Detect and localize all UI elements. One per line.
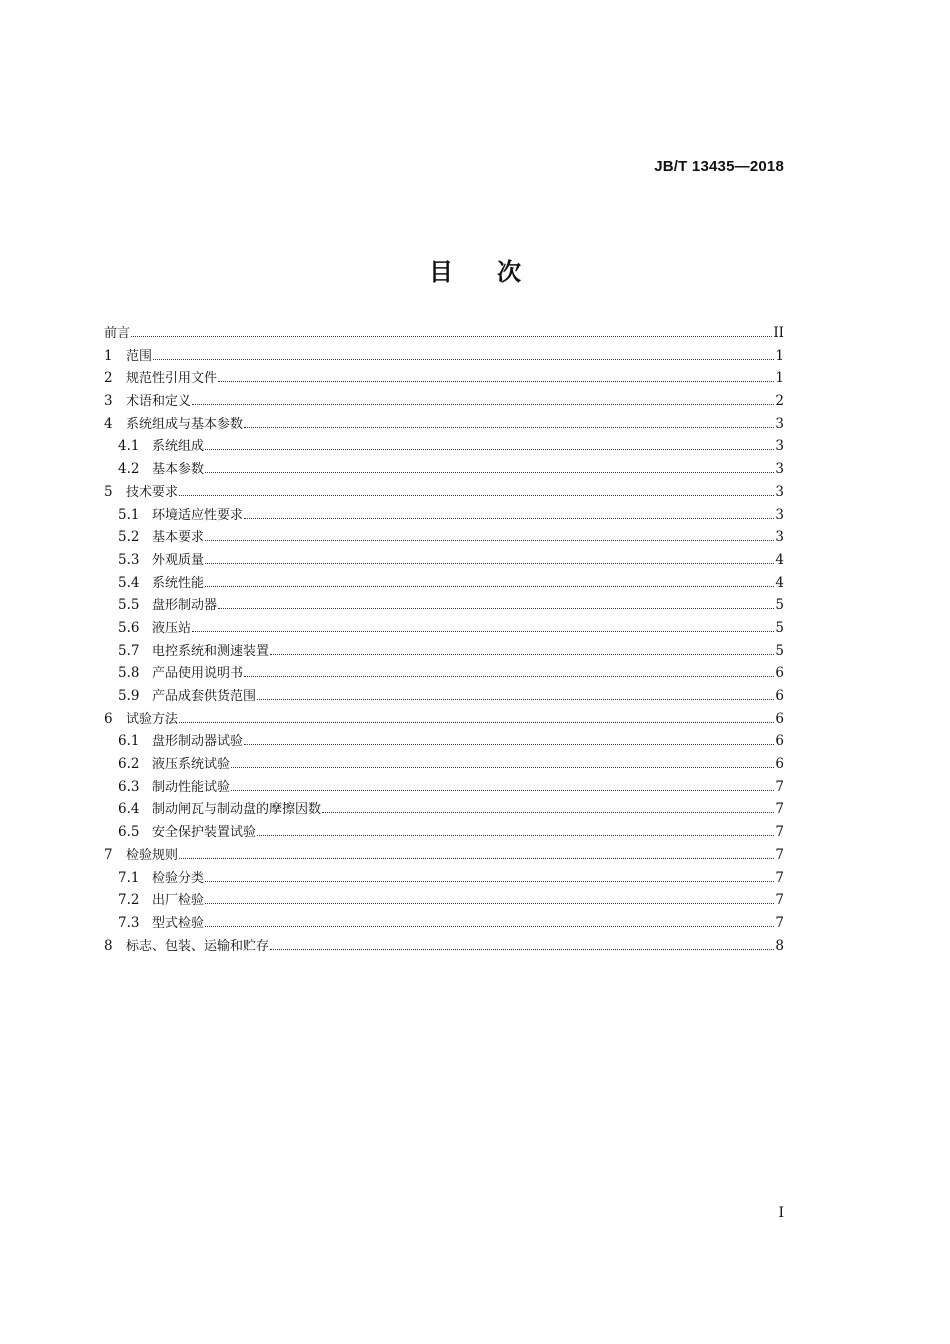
dot-leader [218,381,774,382]
toc-entry-number: 5 [104,483,113,500]
dot-leader [231,767,774,768]
toc-entry[interactable] [104,776,784,799]
dot-leader [205,926,774,927]
toc-entry[interactable] [104,413,784,436]
toc-entry[interactable] [104,617,784,640]
dot-leader [205,449,774,450]
toc-entry-number: 5.5 [118,597,140,614]
dot-leader [153,359,774,360]
toc-entry-title: 盘形制动器 [152,598,218,614]
toc-entry-number: 8 [104,937,113,954]
toc-entry-page: 7 [775,778,784,795]
toc-entry-page: 3 [775,415,784,432]
toc-entry[interactable] [104,345,784,368]
toc-entry-page: 5 [775,642,784,659]
dot-leader [244,676,774,677]
toc-entry-page: 3 [775,461,784,478]
toc-entry-number: 6 [104,710,113,727]
toc-entry[interactable] [104,549,784,572]
toc-entry-number: 7.3 [118,914,140,931]
toc-entry[interactable] [104,730,784,753]
toc-entry-number: 5.3 [118,551,140,568]
dot-leader [192,404,774,405]
dot-leader [231,790,774,791]
dot-leader [205,472,774,473]
toc-entry-number: 5.8 [118,665,140,682]
dot-leader [257,699,774,700]
toc-entry-page: 6 [775,710,784,727]
dot-leader [179,722,774,723]
dot-leader [270,654,774,655]
toc-entry-number: 3 [104,393,113,410]
toc-entry-number: 6.4 [118,801,140,818]
toc-entry-title: 产品成套供货范围 [152,689,257,704]
toc-entry-title: 制动性能试验 [152,779,231,795]
toc-entry-title: 系统性能 [152,575,205,591]
toc-entry[interactable] [104,821,784,844]
toc-entry-number: 5.1 [118,506,140,523]
dot-leader [205,881,774,882]
dot-leader [179,495,774,496]
toc-entry[interactable] [104,935,784,958]
toc-entry-page: 7 [775,846,784,863]
toc-entry-page: 6 [775,756,784,773]
dot-leader [131,336,772,337]
toc-entry[interactable] [104,572,784,595]
toc-entry-number: 5.4 [118,574,140,591]
toc-entry-title: 基本参数 [152,462,205,478]
toc-entry[interactable] [104,640,784,663]
toc-entry-title: 技术要求 [126,484,179,500]
dot-leader [244,427,774,428]
toc-entry-page: 6 [775,665,784,682]
toc-entry-page: 8 [775,937,784,954]
toc-entry-page: 4 [775,574,784,591]
toc-title [0,252,950,287]
toc-entry-title: 标志、包装、运输和贮存 [126,938,270,954]
toc-entry-title: 规范性引用文件 [126,371,218,387]
toc-entry-page: II [773,325,784,341]
toc-entry-page: 3 [775,529,784,546]
toc-entry-number: 5.6 [118,619,140,636]
toc-entry-page: 1 [775,347,784,364]
toc-entry-page: 7 [775,914,784,931]
toc-entry[interactable] [104,753,784,776]
dot-leader [205,563,774,564]
toc-entry-title: 基本要求 [152,530,205,546]
toc-entry-title: 盘形制动器试验 [152,734,244,750]
toc-entry-title: 系统组成与基本参数 [126,416,244,432]
dot-leader [205,586,774,587]
toc-entry-page: 5 [775,619,784,636]
toc-entry-number: 5.7 [118,642,140,659]
dot-leader [218,608,774,609]
toc-entry-title: 系统组成 [152,439,205,455]
toc-entry-title: 试验方法 [126,711,179,727]
dot-leader [322,812,774,813]
toc-entry[interactable] [104,844,784,867]
toc-entry[interactable] [104,504,784,527]
dot-leader [270,949,774,950]
dot-leader [205,540,774,541]
toc-entry-title: 液压系统试验 [152,757,231,773]
toc-entry-title: 液压站 [152,620,192,636]
toc-entry[interactable] [104,662,784,685]
toc-entry[interactable] [104,390,784,413]
toc-entry-number: 7 [104,846,113,863]
toc-entry[interactable] [104,458,784,481]
toc-title-char-1: 目 [429,258,453,286]
toc-entry-title: 术语和定义 [126,394,192,410]
toc-entry[interactable] [104,322,784,345]
toc-entry[interactable] [104,708,784,731]
toc-entry-title: 制动闸瓦与制动盘的摩擦因数 [152,802,322,818]
toc-entry[interactable] [104,685,784,708]
toc-entry-page: 3 [775,506,784,523]
toc-entry-title: 外观质量 [152,552,205,568]
toc-entry-page: 7 [775,892,784,909]
toc-entry-number: 5.2 [118,529,140,546]
toc-entry-page: 7 [775,824,784,841]
toc-entry[interactable] [104,526,784,549]
toc-entry-page: 6 [775,733,784,750]
toc-entry-title: 电控系统和测速装置 [152,643,270,659]
toc-entry-number: 2 [104,370,113,387]
dot-leader [257,835,774,836]
dot-leader [179,858,774,859]
toc-entry[interactable] [104,435,784,458]
toc-entry-page: 3 [775,438,784,455]
toc-entry-page: 7 [775,801,784,818]
toc-entry-title: 环境适应性要求 [152,507,244,523]
toc-entry[interactable] [104,867,784,890]
toc-entry-title: 检验分类 [152,870,205,886]
toc-entry-page: 1 [775,370,784,387]
toc-entry-page: 2 [775,393,784,410]
standard-code: JB/T 13435—2018 [654,158,784,175]
toc-entry-number: 4.1 [118,438,140,455]
toc-entry-page: 6 [775,688,784,704]
dot-leader [205,903,774,904]
dot-leader [244,744,774,745]
toc-entry[interactable] [104,594,784,617]
toc-entry-title: 产品使用说明书 [152,666,244,682]
toc-entry-title: 安全保护装置试验 [152,825,257,841]
toc-entry-number: 7.2 [118,892,140,909]
dot-leader [192,631,774,632]
toc-entry-page: 4 [775,551,784,568]
toc-entry[interactable] [104,912,784,935]
toc-entry-page: 5 [775,597,784,614]
toc-entry-title: 检验规则 [126,847,179,863]
toc-entry-number: 6.3 [118,778,140,795]
toc-entry[interactable] [104,481,784,504]
toc-title-char-2: 次 [497,258,521,286]
toc-entry[interactable] [104,889,784,912]
toc-entry-title: 前言 [104,326,131,341]
toc-entry-number: 4 [104,415,113,432]
toc-entry-number: 5.9 [118,688,140,704]
toc-entry-number: 6.5 [118,824,140,841]
dot-leader [244,518,774,519]
toc-entry-title: 型式检验 [152,915,205,931]
table-of-contents [104,322,784,957]
toc-entry-number: 4.2 [118,461,140,478]
toc-entry[interactable] [104,798,784,821]
toc-entry-number: 1 [104,347,113,364]
toc-entry-number: 7.1 [118,869,140,886]
toc-entry-page: 7 [775,869,784,886]
toc-entry-page: 3 [775,483,784,500]
page-number: I [778,1205,784,1221]
toc-entry[interactable] [104,367,784,390]
toc-entry-title: 出厂检验 [152,893,205,909]
toc-entry-number: 6.2 [118,756,140,773]
toc-entry-number: 6.1 [118,733,140,750]
toc-entry-title: 范围 [126,348,153,364]
